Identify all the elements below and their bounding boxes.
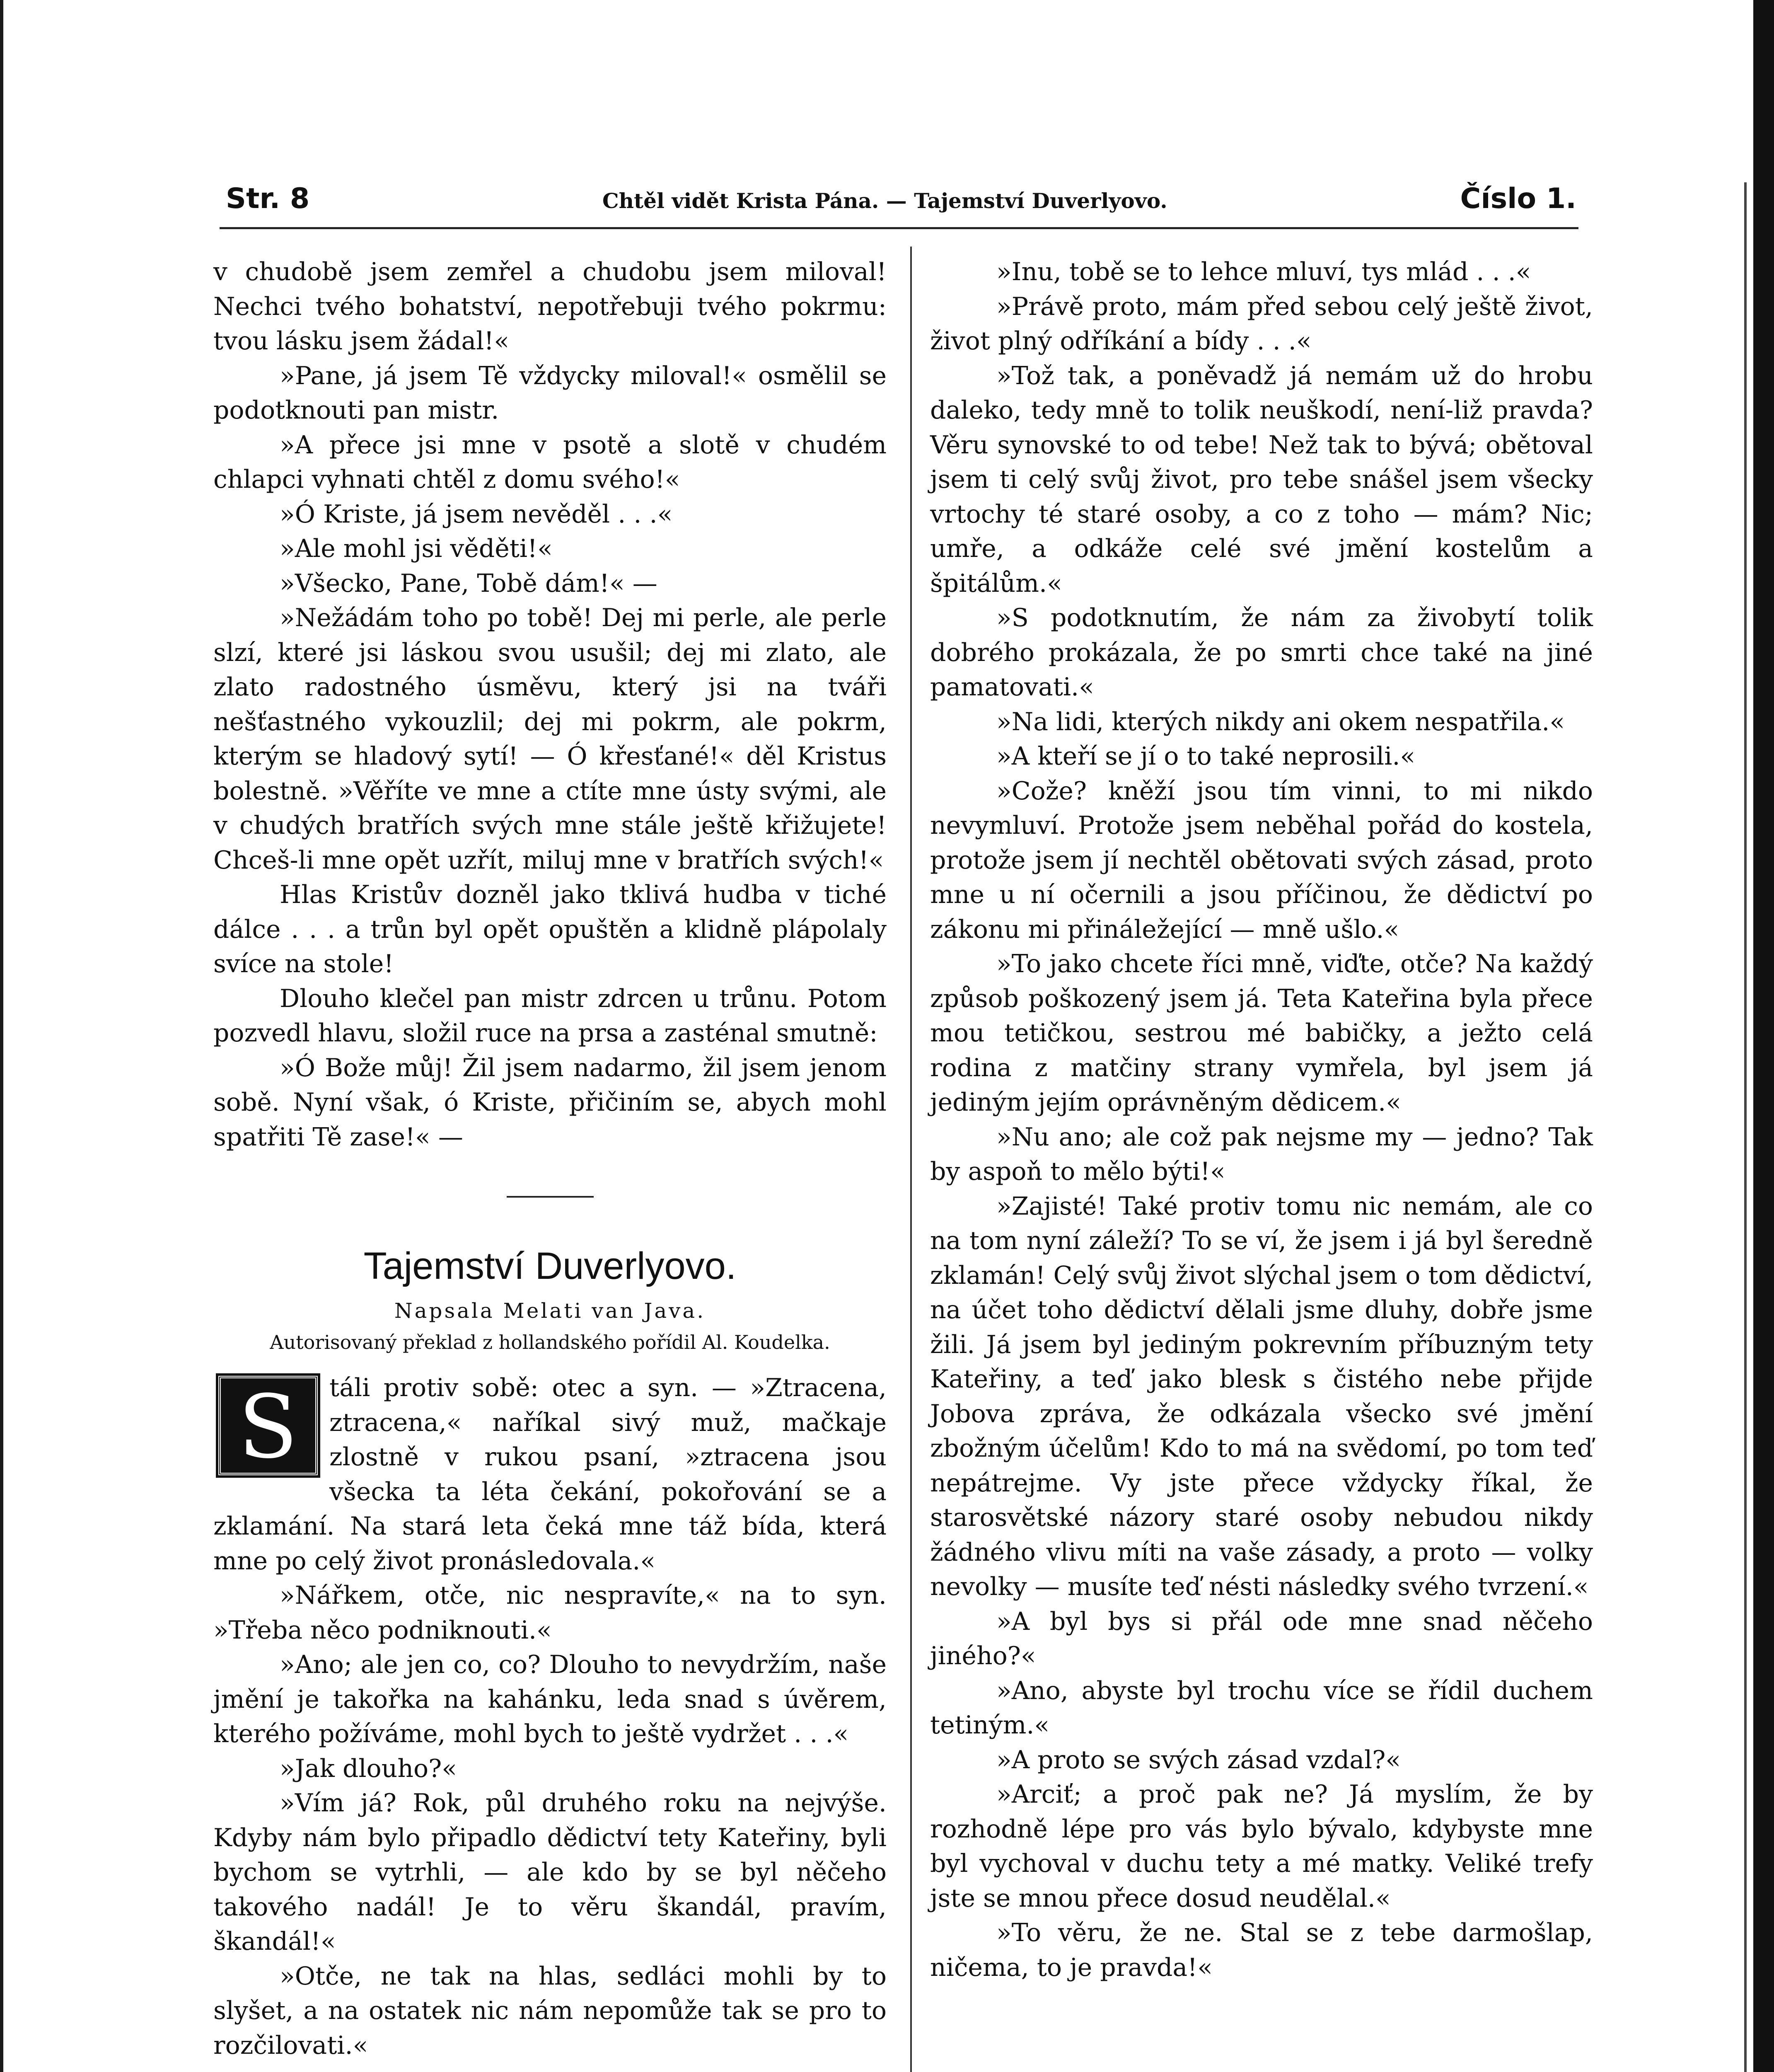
- story-paragraph: »Ó Kriste, já jsem nevěděl . . .«: [280, 499, 673, 529]
- article-paragraph: »Vím já? Rok, půl druhého roku na nejvýše. Kdyby nám bylo připadlo dědictví tety Kateřiny, byli bychom se vytrhli, — ale kdo by se byl něčeho takového nadál! Je to věru škandál, pravím, škandál!«: [213, 1789, 887, 1956]
- dialogue-paragraph: »Tož tak, a poněvadž já nemám už do hrobu daleko, tedy mně to tolik neuškodí, není-liž pravda? Věru synovské to od tebe! Než tak to bývá; obětoval jsem ti celý svůj život, pro tebe snášel jsem všecky vrtochy té staré osoby, a co z toho — mám? Nic; umře, a odkáže celé své jmění kostelům a špitálům.«: [930, 361, 1593, 598]
- left-column: [213, 255, 887, 2063]
- article-title: Tajemství Duverlyovo.: [363, 1245, 737, 1287]
- header-rule: [220, 227, 1578, 229]
- article-paragraph: [213, 1371, 887, 1578]
- right-column: [930, 255, 1593, 1985]
- dialogue-paragraph: »Arciť; a proč pak ne? Já myslím, že by rozhodně lépe pro vás bylo bývalo, kdybyste mne byl vychoval v duchu tety a mé matky. Veliké trefy jste se mnou přece dosud neudělal.«: [930, 1780, 1593, 1913]
- story-paragraph: »Všecko, Pane, Tobě dám!« —: [280, 569, 657, 598]
- story-paragraph: »Pane, já jsem Tě vždycky miloval!« osmělil se podotknouti pan mistr.: [213, 361, 887, 425]
- dialogue-paragraph: »To věru, že ne. Stal se z tebe darmošlap, ničema, to je pravda!«: [930, 1918, 1593, 1982]
- story-paragraph: »A přece jsi mne v psotě a slotě v chudém chlapci vyhnati chtěl z domu svého!«: [213, 430, 887, 494]
- section-separator: [507, 1196, 594, 1198]
- dialogue-paragraph: »Nu ano; ale což pak nejsme my — jedno? Tak by aspoň to mělo býti!«: [930, 1122, 1593, 1186]
- issue-number: Číslo 1.: [1460, 182, 1576, 215]
- article-paragraph: »Jak dlouho?«: [280, 1754, 457, 1783]
- binding-edge: [1744, 182, 1752, 2072]
- article-paragraph: »Nářkem, otče, nic nespravíte,« na to syn. »Třeba něco podniknouti.«: [213, 1581, 887, 1645]
- article-paragraph: »Otče, ne tak na hlas, sedláci mohli by to slyšet, a na ostatek nic nám nepomůže tak se pro to rozčilovati.«: [213, 1961, 887, 2060]
- running-title: Chtěl vidět Krista Pána. — Tajemství Duverlyovo.: [602, 189, 1167, 213]
- story-paragraph: »Ale mohl jsi věděti!«: [280, 534, 553, 563]
- scan-border-right: [1753, 0, 1774, 2072]
- page-number: Str. 8: [226, 182, 310, 215]
- dialogue-paragraph: »Inu, tobě se to lehce mluví, tys mlád . . .«: [996, 257, 1531, 286]
- dialogue-paragraph: »Na lidi, kterých nikdy ani okem nespatřila.«: [996, 707, 1565, 736]
- story-paragraph: »Nežádám toho po tobě! Dej mi perle, ale perle slzí, které jsi láskou svou usušil; dej mi zlato, ale zlato radostného úsměvu, který jsi na tváři nešťastného vykouzlil; dej mi pokrm, ale pokrm, kterým se hladový sytí! — Ó křesťané!« děl Kristus bolestně. »Věříte ve mne a ctíte mne ústy svými, ale v chudých bratřích svých mne stále ještě křižujete! Chceš-li mne opět uzřít, miluj mne v bratřích svých!«: [213, 603, 887, 875]
- column-divider: [910, 247, 912, 2072]
- story-paragraph: Hlas Kristův dozněl jako tklivá hudba v tiché dálce . . . a trůn byl opět opuštěn a klidně plápolaly svíce na stole!: [213, 880, 887, 978]
- dialogue-paragraph: »A kteří se jí o to také neprosili.«: [996, 742, 1416, 771]
- dialogue-paragraph: »Zajisté! Také protiv tomu nic nemám, ale co na tom nyní záleží? To se ví, že jsem i já byl šeredně zklamán! Celý svůj život slýchal jsem o tom dědictví, na účet toho dědictví dělali jsme dluhy, dobře jsme žili. Já jsem byl jediným pokrevním příbuzným tety Kateřiny, a teď jako blesk s čistého nebe přijde Jobova zpráva, že odkázala všecko své jmění zbožným účelům! Kdo to má na svědomí, po tom teď nepátrejme. Vy jste přece vždycky říkal, že starosvětské názory staré osoby nebudou nikdy žádného vlivu míti na vaše zásady, a proto — volky nevolky — musíte teď nésti následky svého tvrzení.«: [930, 1191, 1593, 1601]
- translation-credit: Autorisovaný překlad z hollandského pořídil Al. Koudelka.: [270, 1331, 830, 1353]
- article-opening-text: táli protiv sobě: otec a syn. — »Ztracena, ztracena,« naříkal sivý muž, mačkaje zlostně v rukou psaní, »ztracena jsou všecka ta léta čekání, pokořování se a zklamání. Na stará leta čeká mne táž bída, která mne po celý život pronásledovala.«: [213, 1373, 887, 1576]
- dialogue-paragraph: »Cože? kněží jsou tím vinni, to mi nikdo nevymluví. Protože jsem neběhal pořád do kostela, protože jsem jí nechtěl obětovati svých zásad, proto mne u ní očernili a jsou příčinou, že dědictví po zákonu mi přináležející — mně ušlo.«: [930, 776, 1593, 944]
- dialogue-paragraph: »A proto se svých zásad vzdal?«: [996, 1745, 1401, 1774]
- dialogue-paragraph: »S podotknutím, že nám za živobytí tolik dobrého prokázala, že po smrti chce také na jiné pamatovati.«: [930, 603, 1593, 702]
- story-paragraph: »Ó Bože můj! Žil jsem nadarmo, žil jsem jenom sobě. Nyní však, ó Kriste, přičiním se, abych mohl spatřiti Tě zase!« —: [213, 1053, 887, 1152]
- byline: Napsala Melati van Java.: [394, 1299, 706, 1323]
- story-paragraph: v chudobě jsem zemřel a chudobu jsem miloval! Nechci tvého bohatství, nepotřebuji tvého pokrmu: tvou lásku jsem žádal!«: [213, 257, 887, 356]
- article-paragraph: »Ano; ale jen co, co? Dlouho to nevydržím, naše jmění je takořka na kahánku, leda snad s úvěrem, kterého požíváme, mohl bych to ještě vydržet . . .«: [213, 1650, 887, 1748]
- dialogue-paragraph: »Ano, abyste byl trochu více se řídil duchem tetiným.«: [930, 1676, 1593, 1740]
- dialogue-paragraph: »A byl bys si přál ode mne snad něčeho jiného?«: [930, 1607, 1593, 1670]
- drop-cap-initial: S: [218, 1376, 318, 1475]
- running-header: [226, 182, 1576, 220]
- dialogue-paragraph: »Právě proto, mám před sebou celý ještě život, život plný odříkání a bídy . . .«: [930, 292, 1593, 356]
- dialogue-paragraph: »To jako chcete říci mně, viďte, otče? Na každý způsob poškozený jsem já. Teta Kateřina byla přece mou tetičkou, sestrou mé babičky, a ježto celá rodina z matčiny strany vymřela, byl jsem já jediným jejím oprávněným dědicem.«: [930, 949, 1593, 1117]
- story-paragraph: Dlouho klečel pan mistr zdrcen u trůnu. Potom pozvedl hlavu, složil ruce na prsa a zasténal smutně:: [213, 984, 887, 1048]
